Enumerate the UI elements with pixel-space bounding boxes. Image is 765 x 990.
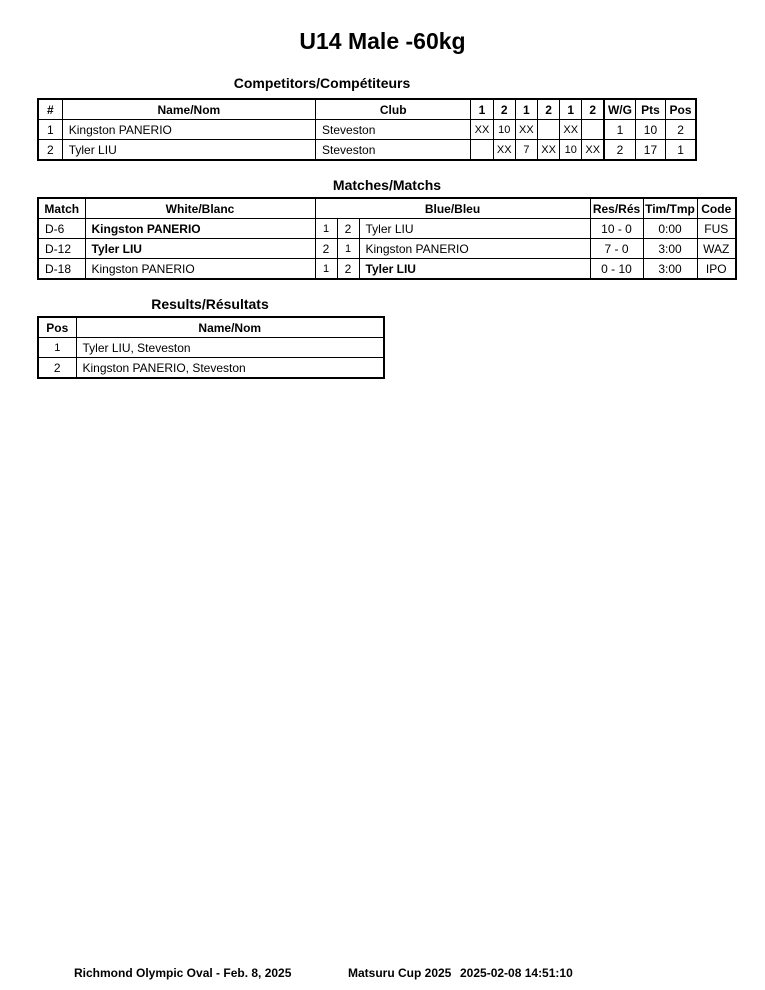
- result-name: Kingston PANERIO, Steveston: [76, 358, 384, 379]
- round-score: XX: [515, 120, 537, 140]
- round-score: 10: [493, 120, 515, 140]
- table-row: [38, 259, 736, 280]
- results-table: [37, 316, 385, 379]
- competitor-club: Steveston: [316, 140, 471, 161]
- matches-table: [37, 197, 737, 280]
- col-round: 1: [471, 99, 493, 120]
- match-result: 10 - 0: [590, 219, 643, 239]
- match-id: D-6: [38, 219, 85, 239]
- blue-num: 2: [337, 259, 359, 280]
- match-code: FUS: [697, 219, 736, 239]
- white-competitor: Kingston PANERIO: [85, 259, 315, 280]
- col-name: Name/Nom: [76, 317, 384, 338]
- result-pos: 2: [38, 358, 76, 379]
- competitors-header-row: [38, 99, 696, 120]
- round-score: [582, 120, 604, 140]
- table-row: [38, 338, 384, 358]
- page-title: U14 Male -60kg: [299, 28, 466, 54]
- match-result: 0 - 10: [590, 259, 643, 280]
- blue-competitor: Tyler LIU: [359, 219, 590, 239]
- competitor-pts: 10: [635, 120, 665, 140]
- round-score: XX: [582, 140, 604, 161]
- results-heading: Results/Résultats: [151, 296, 269, 312]
- match-time: 0:00: [643, 219, 697, 239]
- match-id: D-18: [38, 259, 85, 280]
- matches-heading: Matches/Matchs: [332, 177, 442, 193]
- match-code: IPO: [697, 259, 736, 280]
- col-name: Name/Nom: [62, 99, 315, 120]
- round-score: 10: [560, 140, 582, 161]
- blue-num: 1: [337, 239, 359, 259]
- col-code: Code: [697, 198, 736, 219]
- white-num: 1: [315, 219, 337, 239]
- col-round: 1: [515, 99, 537, 120]
- result-pos: 1: [38, 338, 76, 358]
- match-id: D-12: [38, 239, 85, 259]
- round-score: 7: [515, 140, 537, 161]
- col-pts: Pts: [635, 99, 665, 120]
- match-time: 3:00: [643, 239, 697, 259]
- competitor-pos: 1: [666, 140, 696, 161]
- table-row: [38, 358, 384, 379]
- col-club: Club: [316, 99, 471, 120]
- result-name: Tyler LIU, Steveston: [76, 338, 384, 358]
- col-result: Res/Rés: [590, 198, 643, 219]
- round-score: XX: [537, 140, 559, 161]
- match-code: WAZ: [697, 239, 736, 259]
- col-match: Match: [38, 198, 85, 219]
- round-score: [537, 120, 559, 140]
- competitor-num: 1: [38, 120, 62, 140]
- competitor-wg: 2: [604, 140, 635, 161]
- round-score: XX: [560, 120, 582, 140]
- competitors-table: [37, 98, 697, 161]
- white-competitor: Tyler LIU: [85, 239, 315, 259]
- competitor-club: Steveston: [316, 120, 471, 140]
- footer-timestamp: 2025-02-08 14:51:10: [460, 966, 573, 980]
- table-row: [38, 219, 736, 239]
- competitor-wg: 1: [604, 120, 635, 140]
- col-white: White/Blanc: [85, 198, 315, 219]
- table-row: [38, 120, 696, 140]
- competitor-pts: 17: [635, 140, 665, 161]
- blue-competitor: Tyler LIU: [359, 259, 590, 280]
- round-score: XX: [493, 140, 515, 161]
- competitor-name: Tyler LIU: [62, 140, 315, 161]
- col-time: Tim/Tmp: [643, 198, 697, 219]
- round-score: [471, 140, 493, 161]
- col-pos: Pos: [666, 99, 696, 120]
- col-round: 2: [537, 99, 559, 120]
- white-competitor: Kingston PANERIO: [85, 219, 315, 239]
- footer-venue: Richmond Olympic Oval - Feb. 8, 2025: [74, 966, 292, 980]
- matches-header-row: [38, 198, 736, 219]
- col-wg: W/G: [604, 99, 635, 120]
- blue-competitor: Kingston PANERIO: [359, 239, 590, 259]
- col-round: 2: [493, 99, 515, 120]
- col-num: #: [38, 99, 62, 120]
- col-round: 2: [582, 99, 604, 120]
- competitors-heading: Competitors/Compétiteurs: [233, 75, 411, 91]
- table-row: [38, 239, 736, 259]
- col-round: 1: [560, 99, 582, 120]
- table-row: [38, 140, 696, 161]
- col-blue: Blue/Bleu: [315, 198, 590, 219]
- competitor-name: Kingston PANERIO: [62, 120, 315, 140]
- competitor-num: 2: [38, 140, 62, 161]
- results-header-row: [38, 317, 384, 338]
- blue-num: 2: [337, 219, 359, 239]
- footer-event: Matsuru Cup 2025: [348, 966, 452, 980]
- white-num: 2: [315, 239, 337, 259]
- col-pos: Pos: [38, 317, 76, 338]
- white-num: 1: [315, 259, 337, 280]
- match-result: 7 - 0: [590, 239, 643, 259]
- round-score: XX: [471, 120, 493, 140]
- competitor-pos: 2: [666, 120, 696, 140]
- match-time: 3:00: [643, 259, 697, 280]
